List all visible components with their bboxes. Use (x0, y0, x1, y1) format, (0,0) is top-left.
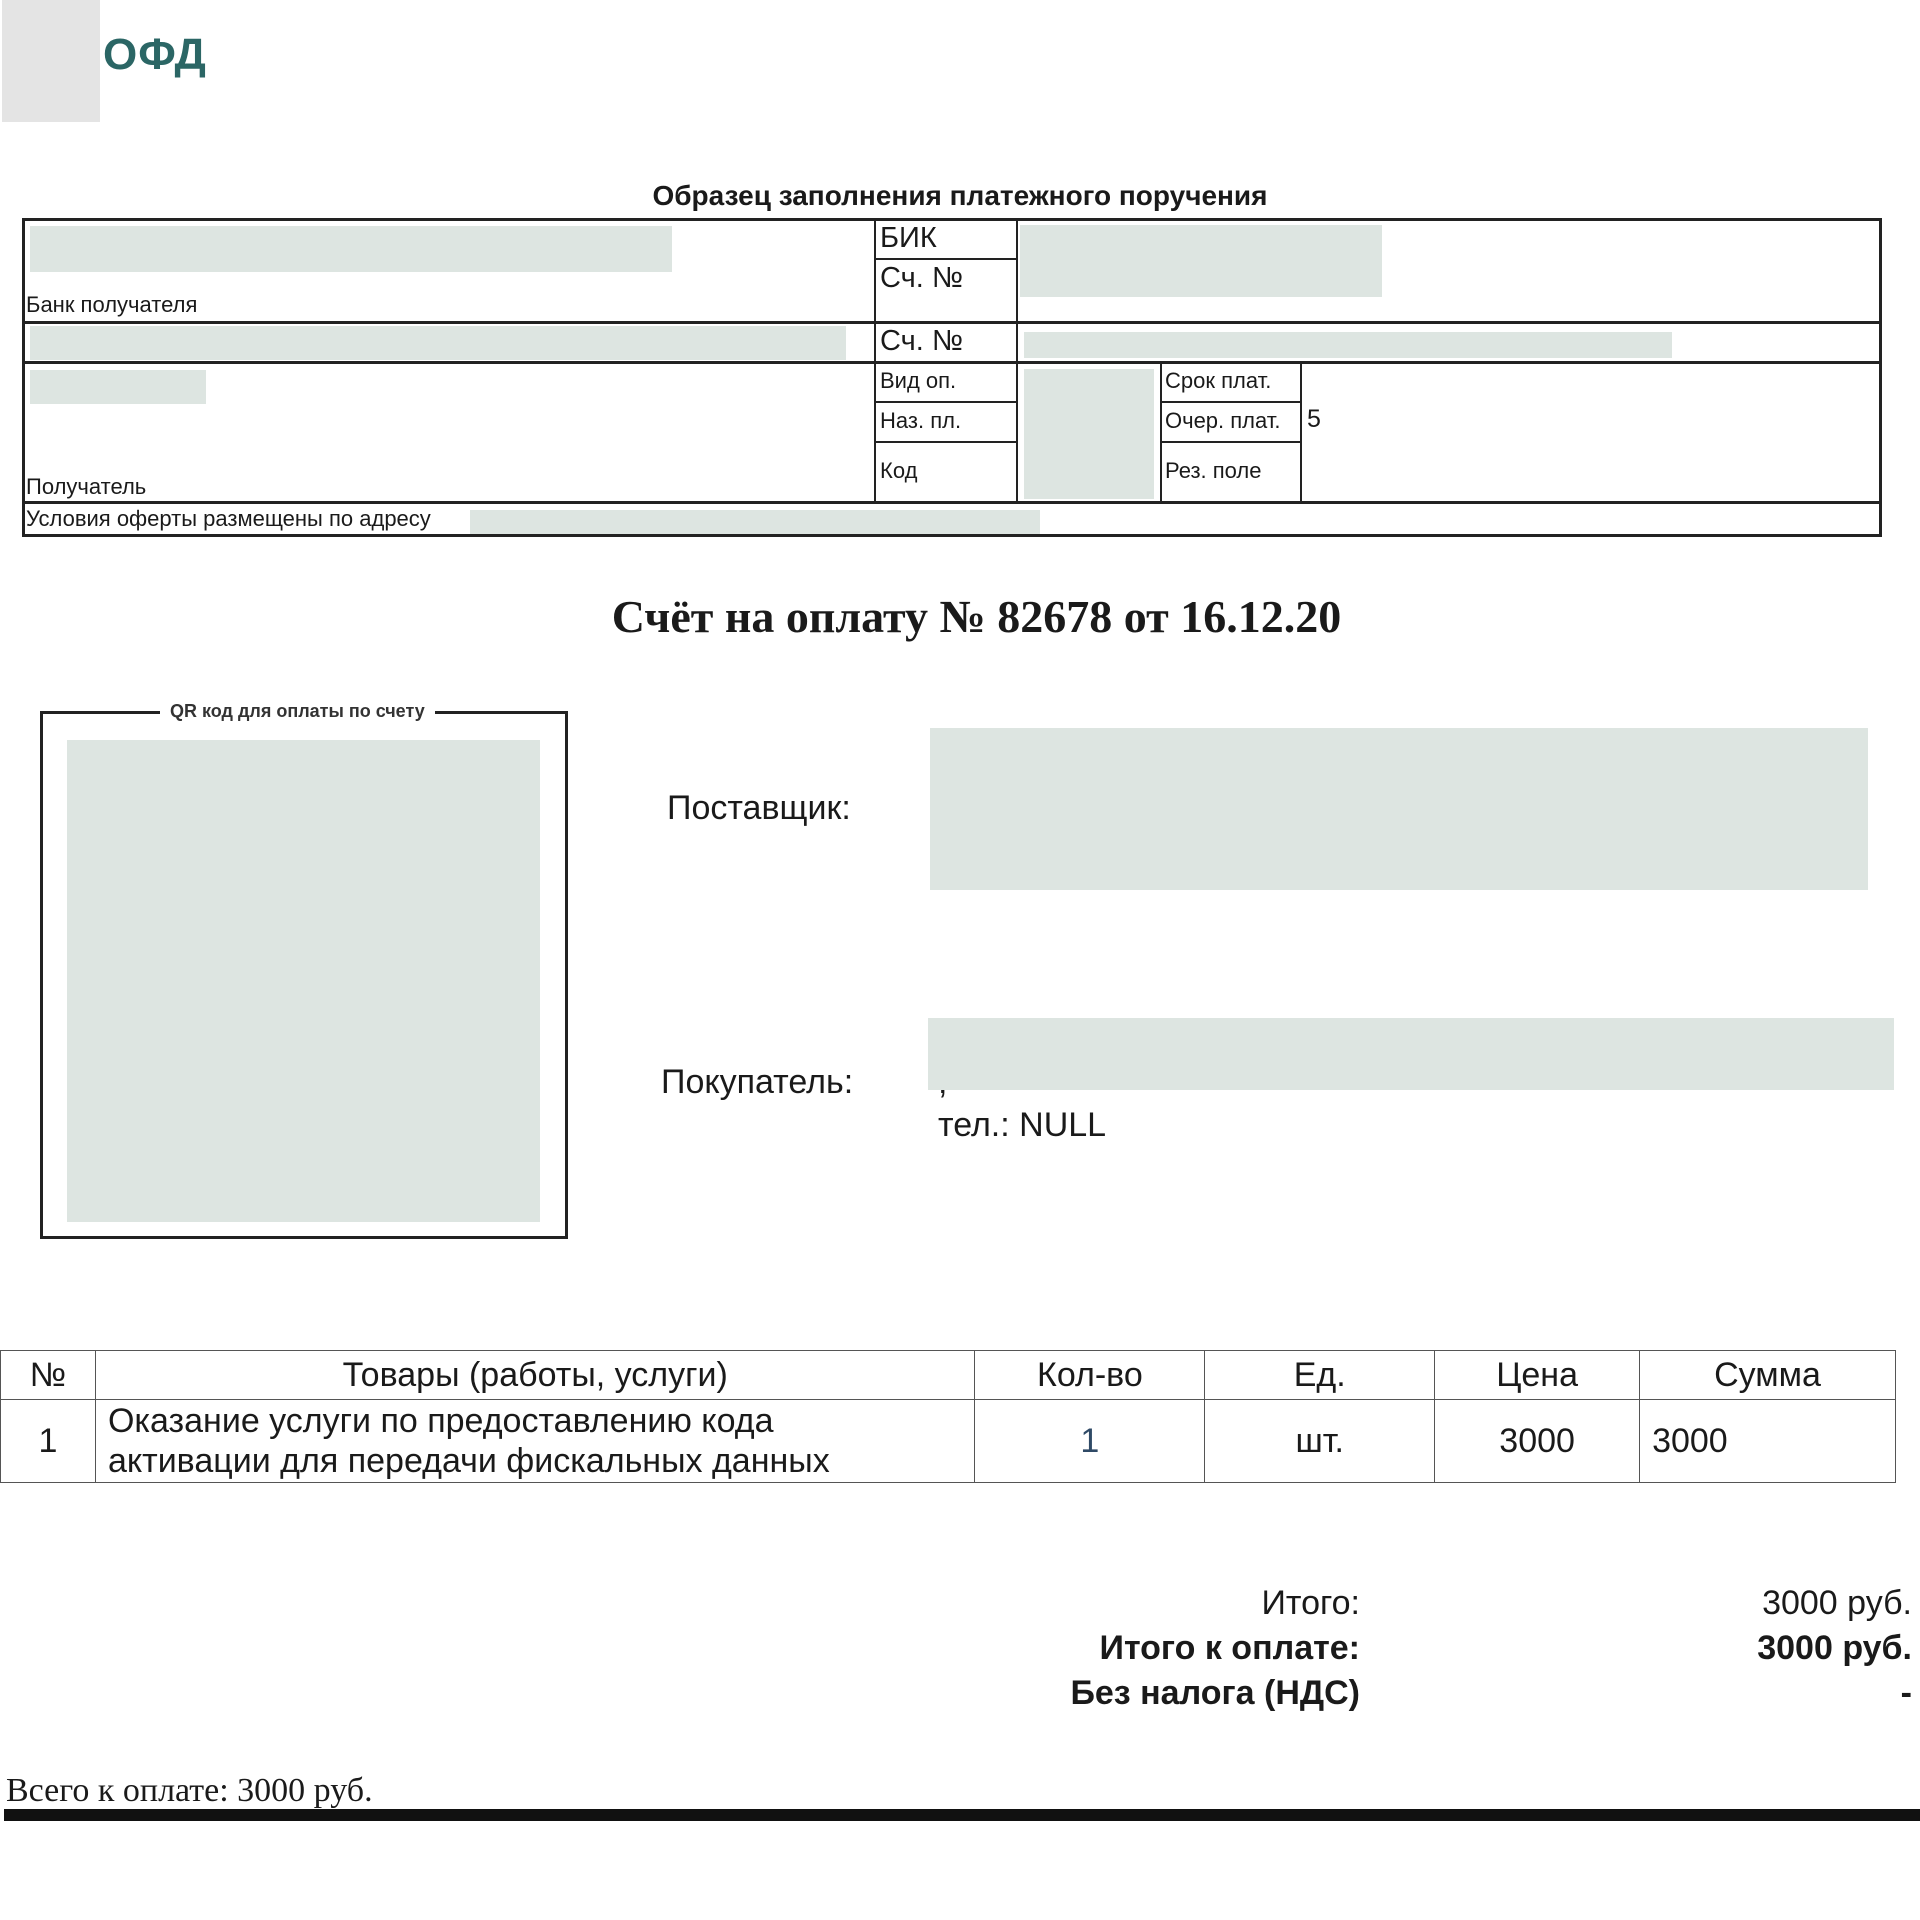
redacted-recipient-name (30, 370, 206, 404)
recipient-label: Получатель (26, 474, 147, 499)
items-header-row (1, 1351, 1896, 1400)
bank-recipient-label: Банк получателя (26, 292, 198, 317)
buyer-label: Покупатель: (661, 1063, 854, 1101)
redacted-recipient-inn (30, 326, 846, 360)
code-label: Код (880, 458, 918, 483)
row-price: 3000 (1435, 1400, 1640, 1483)
row-goods-line2: активации для передачи фискальных данных (107, 1442, 830, 1480)
purpose-label: Наз. пл. (880, 408, 962, 433)
table-row (1, 1400, 1896, 1483)
logo-text: ОФД (103, 30, 207, 79)
row-goods-line1: Оказание услуги по предоставлению кода (107, 1402, 774, 1440)
vat-label: Без налога (НДС) (1070, 1674, 1360, 1712)
header-unit: Ед. (1205, 1351, 1435, 1400)
header-price: Цена (1435, 1351, 1640, 1400)
invoice-title: Счёт на оплату № 82678 от 16.12.20 (611, 591, 1342, 642)
header-num: № (1, 1351, 96, 1400)
offer-text: Условия оферты размещены по адресу (26, 506, 431, 531)
redacted-offer-url (470, 510, 1040, 534)
header-goods: Товары (работы, услуги) (95, 1351, 975, 1400)
to-pay-label: Итого к оплате: (1099, 1629, 1360, 1667)
redacted-buyer-details (928, 1018, 1894, 1090)
vat-value: - (1900, 1674, 1912, 1712)
bik-label: БИК (880, 222, 937, 254)
redacted-supplier-details (930, 728, 1868, 890)
redacted-op-codes (1024, 369, 1154, 499)
bottom-rule (4, 1809, 1920, 1821)
account-label-1: Сч. № (880, 262, 963, 294)
header-sum: Сумма (1640, 1351, 1896, 1400)
redacted-bik-account (1020, 225, 1382, 297)
row-qty: 1 (975, 1400, 1205, 1483)
total-label: Итого: (1261, 1584, 1360, 1622)
qr-caption: QR код для оплаты по счету (160, 701, 435, 722)
row-unit: шт. (1205, 1400, 1435, 1483)
deadline-label: Срок плат. (1165, 368, 1272, 393)
items-table (0, 1350, 1896, 1483)
supplier-label: Поставщик: (667, 789, 851, 827)
priority-value: 5 (1307, 405, 1321, 433)
total-value: 3000 руб. (1762, 1584, 1912, 1622)
grand-total: Всего к оплате: 3000 руб. (6, 1772, 373, 1809)
op-type-label: Вид оп. (880, 368, 957, 393)
logo-placeholder (2, 0, 100, 122)
row-num: 1 (1, 1400, 96, 1483)
redacted-bank-name (30, 226, 672, 272)
row-sum: 3000 (1640, 1400, 1896, 1483)
priority-label: Очер. плат. (1165, 408, 1281, 433)
row-goods (95, 1400, 975, 1483)
redacted-recipient-account (1024, 332, 1672, 358)
buyer-phone: тел.: NULL (938, 1106, 1107, 1144)
account-label-2: Сч. № (880, 325, 963, 357)
redacted-qr-code (67, 740, 540, 1222)
payment-sample-title: Образец заполнения платежного поручения (652, 180, 1268, 211)
reserve-label: Рез. поле (1165, 458, 1262, 483)
to-pay-value: 3000 руб. (1757, 1629, 1912, 1667)
header-qty: Кол-во (975, 1351, 1205, 1400)
